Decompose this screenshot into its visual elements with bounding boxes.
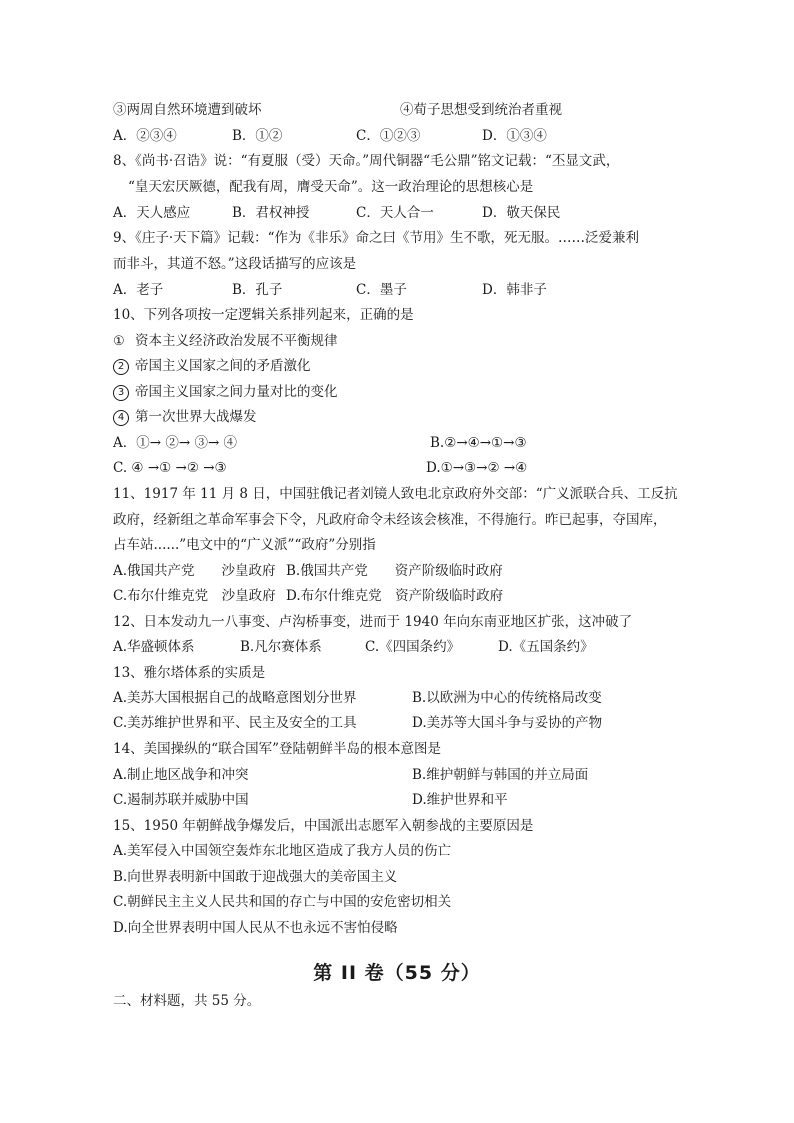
q11-option-a: A.俄国共产党 沙皇政府 — [113, 563, 276, 579]
q9-stem-line1: 9、《庄子·天下篇》记载：“作为《非乐》命之曰《节用》生不歌，死无服。……泛爱兼利 — [113, 230, 640, 246]
q10-item-3-number: 3 — [113, 385, 129, 401]
q9-option-c: C．墨子 — [356, 282, 407, 298]
q12-option-c: C.《四国条约》 — [365, 639, 461, 655]
q10-item-3 — [113, 383, 338, 401]
q8-option-b: B．君权神授 — [232, 205, 310, 221]
q9-option-d: D．韩非子 — [482, 282, 547, 298]
q10-item-2-number: 2 — [113, 359, 129, 375]
q8-stem-line1: 8、《尚书·召诰》说：“有夏服（受）天命。”周代铜器“毛公鼎”铭文记载：“丕显文武， — [113, 153, 620, 169]
q14-option-b: B.维护朝鲜与韩国的并立局面 — [412, 767, 589, 783]
q10-item-4 — [113, 408, 257, 426]
q9-stem-line2: 而非斗，其道不怒。”这段话描写的应该是 — [113, 256, 357, 272]
q13-option-c: C.美苏维护世界和平、民主及安全的工具 — [113, 715, 357, 731]
q13-stem: 13、雅尔塔体系的实质是 — [113, 665, 266, 681]
q7-option-c: C．①②③ — [356, 128, 421, 144]
q10-item-3-text: 帝国主义国家之间力量对比的变化 — [135, 384, 338, 400]
q7-option-d: D．①③④ — [482, 128, 547, 144]
q8-stem-line2: “皇天宏厌厥德，配我有周，膺受天命”。这一政治理论的思想核心是 — [128, 179, 534, 195]
q9-option-b: B．孔子 — [232, 282, 283, 298]
q10-item-4-number: 4 — [113, 410, 129, 426]
q7-option-a: A．②③④ — [113, 128, 177, 144]
section-2-title: 第 II 卷（55 分） — [313, 962, 481, 984]
q12-option-d: D.《五国条约》 — [498, 639, 594, 655]
q14-option-a: A.制止地区战争和冲突 — [113, 767, 249, 783]
q12-option-a: A.华盛顿体系 — [113, 639, 195, 655]
q14-stem: 14、美国操纵的“联合国军”登陆朝鲜半岛的根本意图是 — [113, 741, 441, 757]
q10-option-a: A．①→ ②→ ③→ ④ — [113, 435, 238, 451]
q15-option-d: D.向全世界表明中国人民从不也永远不害怕侵略 — [113, 920, 398, 936]
q8-option-d: D．敬天保民 — [482, 205, 561, 221]
q10-item-4-text: 第一次世界大战爆发 — [135, 409, 257, 425]
q12-option-b: B.凡尔赛体系 — [240, 639, 322, 655]
q15-option-b: B.向世界表明新中国敢于迎战强大的美帝国主义 — [113, 869, 398, 885]
q11-stem-line2: 政府，经新组之革命军事会下令，凡政府命令未经该会核准，不得施行。昨已起事，夺国库， — [113, 512, 667, 528]
q10-option-d: D.①→③→② →④ — [426, 460, 528, 476]
q10-item-1 — [113, 332, 338, 351]
section-2-subtitle: 二、材料题，共 55 分。 — [113, 993, 261, 1009]
q11-stem-line3: 占车站......”电文中的“广义派”“政府”分别指 — [113, 537, 376, 553]
q11-option-b: B.俄国共产党 资产阶级临时政府 — [286, 563, 503, 579]
q10-item-1-number: ① — [113, 334, 125, 349]
q10-item-2-text: 帝国主义国家之间的矛盾激化 — [135, 358, 311, 374]
q9-option-a: A．老子 — [113, 282, 164, 298]
q15-stem: 15、1950 年朝鲜战争爆发后，中国派出志愿军入朝参战的主要原因是 — [113, 818, 534, 834]
q11-stem-line1: 11、1917 年 11 月 8 日，中国驻俄记者刘镜人致电北京政府外交部：“广义派联合兵、工反抗 — [113, 486, 678, 502]
q13-option-d: D.美苏等大国斗争与妥协的产物 — [412, 715, 603, 731]
q14-option-c: C.遏制苏联并威胁中国 — [113, 792, 249, 808]
q10-item-2 — [113, 357, 311, 375]
q14-option-d: D.维护世界和平 — [412, 792, 508, 808]
q8-option-c: C．天人合一 — [356, 205, 434, 221]
q10-item-1-text: 资本主义经济政治发展不平衡规律 — [135, 333, 338, 349]
q10-option-c: C. ④ →① →② →③ — [113, 460, 227, 476]
q7-option-b: B．①② — [232, 128, 283, 144]
q11-option-c: C.布尔什维克党 沙皇政府 — [113, 588, 276, 604]
q12-stem: 12、日本发动九一八事变、卢沟桥事变，进而于 1940 年向东南亚地区扩张，这冲破了 — [113, 614, 633, 630]
q10-stem: 10、下列各项按一定逻辑关系排列起来，正确的是 — [113, 307, 414, 323]
q11-option-d: D.布尔什维克党 资产阶级临时政府 — [286, 588, 504, 604]
q13-option-b: B.以欧洲为中心的传统格局改变 — [412, 690, 602, 706]
q7-statement-3: ③两周自然环境遭到破坏 — [113, 102, 262, 118]
q13-option-a: A.美苏大国根据自己的战略意图划分世界 — [113, 690, 357, 706]
q8-option-a: A．天人感应 — [113, 205, 191, 221]
q10-option-b: B.②→④→①→③ — [430, 435, 527, 451]
q15-option-c: C.朝鲜民主主义人民共和国的存亡与中国的安危密切相关 — [113, 894, 452, 910]
q7-statement-4: ④荀子思想受到统治者重视 — [400, 102, 562, 118]
q15-option-a: A.美军侵入中国领空轰炸东北地区造成了我方人员的伤亡 — [113, 843, 452, 859]
